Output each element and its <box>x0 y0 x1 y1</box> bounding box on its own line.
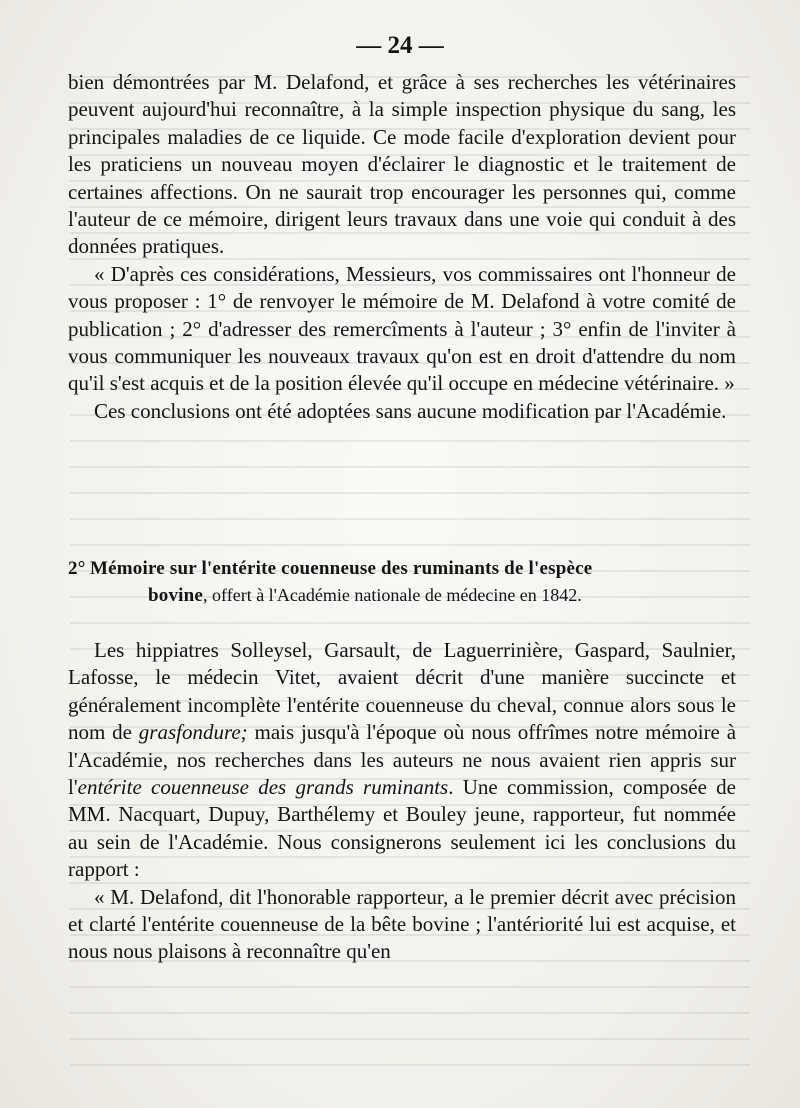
paragraph-4-part3: . Une commission, composée de MM. Nacquart, Dupuy, Barthélemy et Bouley jeune, rapporteur, fut nommée au sein de l'Académie. Nous consignerons seulement ici les conclusions du rapport : <box>68 775 736 882</box>
paragraph-4 <box>68 637 736 884</box>
section-title-rest: , offert à l'Académie nationale de médecine en 1842. <box>203 585 582 605</box>
paragraph-4-italic2: entérite couenneuse des grands ruminants <box>77 775 449 800</box>
paragraph-1: bien démontrées par M. Delafond, et grâce à ses recherches les vétérinaires peuvent aujourd'hui reconnaître, à la simple inspection physique du sang, les principales maladies de ce liquide. Ce mode facile d'exploration devient pour les praticiens un nouveau moyen d'éclairer le diagnostic et le traitement de certaines affections. On ne saurait trop encourager les personnes qui, comme l'auteur de ce mémoire, dirigent leurs travaux dans une voie qui conduit à des données pratiques. <box>68 70 736 259</box>
paragraph-2: « D'après ces considérations, Messieurs, vos commissaires ont l'honneur de vous proposer : 1° de renvoyer le mémoire de M. Delafond à votre comité de publication ; 2° d'adresser des remercîments à l'auteur ; 3° enfin de l'inviter à vous communiquer les nouveaux travaux qu'on est en droit d'attendre du nom qu'il s'est acquis et de la position élevée qu'il occupe en médecine vétérinaire. » <box>68 261 736 396</box>
paragraph-5: « M. Delafond, dit l'honorable rapporteur, a le premier décrit avec précision et clarté l'entérite couenneuse de la bête bovine ; l'antériorité lui est acquise, et nous nous plaisons à reconnaître qu'en <box>68 884 736 964</box>
page-number: — 24 — <box>356 32 444 59</box>
section-number: 2° <box>68 558 86 579</box>
paragraph-4-part2: mais jusqu'à l'époque où nous offrîmes notre mémoire à l'Académie, nos recherches dans les auteurs ne nous avaient rien appris sur l' <box>68 720 737 800</box>
text-block-top <box>68 69 736 425</box>
section-title-line2: bovine <box>148 585 204 606</box>
section-heading <box>68 555 740 609</box>
paragraph-4-italic1: grasfondure; <box>138 720 248 745</box>
section-title-line1: Mémoire sur l'entérite couenneuse des ruminants de l'espèce <box>90 558 593 579</box>
paragraph-4-part1: Les hippiatres Solleysel, Garsault, de Laguerrinière, Gaspard, Saulnier, Lafosse, le médecin Vitet, avaient décrit d'une manière succincte et généralement incomplète l'entérite couenneuse du cheval, connue alors sous le nom de <box>68 638 736 745</box>
text-block-bottom <box>68 637 736 966</box>
paragraph-3: Ces conclusions ont été adoptées sans aucune modification par l'Académie. <box>94 398 727 423</box>
